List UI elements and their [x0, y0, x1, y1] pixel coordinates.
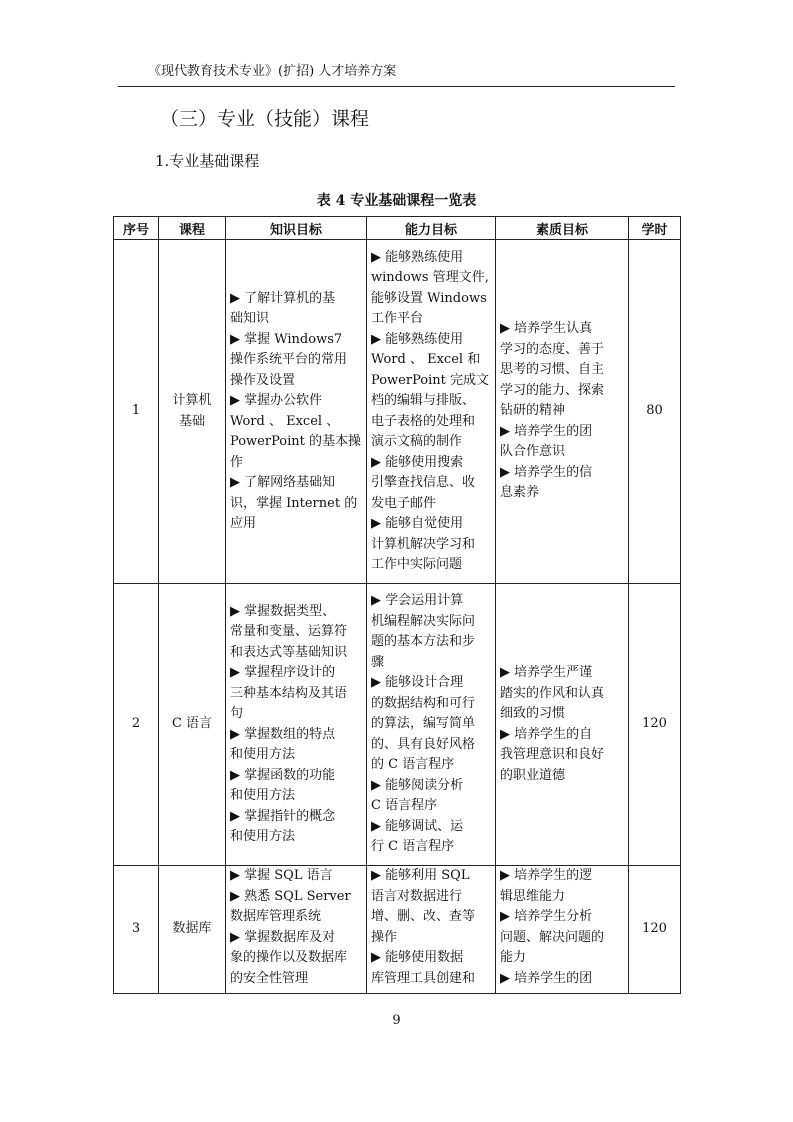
cell-ability-line: ▶ 能够自觉使用	[371, 516, 464, 531]
cell-quality	[496, 240, 629, 584]
table-row	[114, 584, 681, 866]
cell-ability-line: 的、具有良好风格	[371, 736, 476, 752]
cell-knowledge-line: 句	[230, 706, 244, 721]
cell-ability-line: windows 管理文件,	[371, 270, 489, 285]
cell-knowledge-line: 识，掌握 Internet 的	[230, 495, 358, 511]
cell-quality-line: 的职业道德	[500, 767, 566, 783]
cell-knowledge-line: ▶ 了解计算机的基	[230, 290, 336, 306]
cell-quality-line: 辑思维能力	[500, 888, 566, 904]
cell-ability-line: 档的编辑与排版、	[371, 393, 476, 408]
cell-ability-line: ▶ 能够熟练使用	[371, 249, 464, 265]
cell-knowledge	[226, 584, 367, 866]
cell-knowledge	[226, 866, 367, 994]
cell-knowledge-line: 和使用方法	[230, 747, 296, 762]
cell-knowledge-line: 作	[230, 454, 244, 470]
cell-knowledge-line: 数据库管理系统	[230, 909, 322, 924]
cell-ability-line: ▶ 能够使用数据	[371, 950, 464, 965]
cell-ability-line: 骤	[371, 654, 385, 670]
column-header-no: 序号	[114, 217, 159, 240]
cell-course	[159, 584, 226, 866]
cell-ability-line: ▶ 能够使用搜索	[371, 454, 464, 470]
document-header: 《现代教育技术专业》(扩招) 人才培养方案	[148, 64, 397, 79]
column-header-knowledge: 知识目标	[226, 217, 367, 240]
cell-knowledge-line: 常量和变量、运算符	[230, 624, 348, 639]
cell-quality-line: 我管理意识和良好	[500, 747, 605, 762]
cell-ability-line: ▶ 能够设计合理	[371, 675, 464, 691]
cell-quality-line: 钻研的精神	[500, 403, 566, 419]
cell-course-line: 计算机	[172, 393, 212, 408]
cell-quality-line: 细致的习惯	[500, 706, 566, 721]
cell-knowledge-line: ▶ 掌握办公软件	[230, 393, 323, 408]
cell-knowledge-line: ▶ 掌握 Windows7	[230, 331, 343, 347]
cell-quality-line: 学习的能力、探索	[500, 382, 605, 398]
cell-course	[159, 866, 226, 994]
cell-quality-line: ▶ 培养学生的逻	[500, 868, 593, 883]
cell-knowledge-line: ▶ 掌握函数的功能	[230, 767, 336, 783]
cell-hours: 80	[629, 240, 681, 584]
cell-no: 2	[114, 584, 159, 866]
cell-ability	[367, 866, 496, 994]
header-rule	[118, 86, 675, 87]
cell-ability-line: 机编程解决实际问	[371, 613, 476, 629]
column-header-ability: 能力目标	[367, 217, 496, 240]
cell-knowledge-line: ▶ 熟悉 SQL Server	[230, 888, 351, 904]
cell-no: 3	[114, 866, 159, 994]
cell-quality-line: ▶ 培养学生的团	[500, 970, 593, 986]
cell-quality-line: 息素养	[500, 485, 540, 501]
cell-ability-line: 的数据结构和可行	[371, 695, 476, 711]
cell-ability-line: ▶ 能够阅读分析	[371, 777, 464, 793]
cell-quality-line: ▶ 培养学生的信	[500, 464, 593, 480]
cell-ability-line: 库管理工具创建和	[371, 970, 476, 986]
cell-ability-line: ▶ 学会运用计算	[371, 593, 464, 609]
column-header-hours: 学时	[629, 217, 681, 240]
cell-quality-line: 学习的态度、善于	[500, 341, 605, 357]
cell-ability-line: ▶ 能够熟练使用	[371, 331, 464, 347]
cell-ability-line: 引擎查找信息、收	[371, 475, 476, 490]
cell-knowledge-line: ▶ 掌握数据库及对	[230, 929, 336, 945]
cell-knowledge-line: PowerPoint 的基本操	[230, 434, 362, 449]
column-header-course: 课程	[159, 217, 226, 240]
cell-ability-line: 语言对数据进行	[371, 888, 463, 904]
cell-knowledge-line: 和使用方法	[230, 829, 296, 844]
cell-ability-line: 题的基本方法和步	[371, 634, 476, 650]
cell-knowledge-line: 操作系统平台的常用	[230, 352, 348, 367]
cell-course-line: C 语言	[171, 716, 213, 732]
cell-knowledge-line: ▶ 掌握指针的概念	[230, 808, 336, 824]
cell-ability-line: 行 C 语言程序	[371, 839, 455, 855]
cell-knowledge-line: ▶ 掌握数据类型、	[230, 603, 336, 619]
cell-ability	[367, 584, 496, 866]
cell-ability-line: 演示文稿的制作	[371, 434, 463, 449]
cell-knowledge-line: 三种基本结构及其语	[230, 685, 348, 701]
cell-quality-line: ▶ 培养学生严谨	[500, 665, 593, 680]
cell-knowledge-content	[230, 866, 362, 990]
cell-knowledge-line: 的安全性管理	[230, 970, 309, 986]
cell-quality-line: 踏实的作风和认真	[500, 685, 605, 701]
cell-knowledge-line: 和使用方法	[230, 788, 296, 803]
course-table	[113, 216, 681, 994]
cell-knowledge-line: Word 、 Excel 、	[230, 413, 340, 429]
cell-ability-line: ▶ 能够调试、运	[371, 818, 464, 834]
cell-quality-line: 思考的习惯、自主	[500, 362, 605, 378]
cell-quality-line: ▶ 培养学生认真	[500, 321, 593, 337]
cell-quality-line: 能力	[500, 950, 527, 965]
cell-knowledge-line: ▶ 掌握程序设计的	[230, 665, 336, 680]
cell-course-line: 数据库	[172, 921, 212, 937]
cell-knowledge-line: 础知识	[230, 311, 270, 326]
cell-quality-content	[500, 866, 624, 990]
cell-knowledge-line: ▶ 掌握数组的特点	[230, 726, 336, 742]
cell-ability-line: ▶ 能够利用 SQL	[371, 868, 470, 883]
cell-ability-content	[371, 866, 491, 990]
cell-knowledge-line: ▶ 了解网络基础知	[230, 475, 336, 490]
cell-quality	[496, 584, 629, 866]
cell-knowledge-line: 象的操作以及数据库	[230, 950, 348, 965]
cell-ability-line: C 语言程序	[371, 798, 438, 814]
cell-quality-line: 问题、解决问题的	[500, 929, 605, 945]
cell-ability-line: 的 C 语言程序	[371, 757, 455, 773]
cell-ability-line: 工作平台	[371, 311, 424, 326]
table-caption: 表 4 专业基础课程一览表	[316, 193, 477, 209]
cell-quality-line: ▶ 培养学生分析	[500, 909, 593, 924]
cell-ability-line: 电子表格的处理和	[371, 413, 476, 429]
cell-hours: 120	[629, 866, 681, 994]
cell-ability-line: Word 、 Excel 和	[371, 352, 481, 367]
cell-knowledge-line: ▶ 掌握 SQL 语言	[230, 868, 333, 883]
cell-quality	[496, 866, 629, 994]
cell-ability-line: 发电子邮件	[371, 495, 437, 511]
cell-quality-line: ▶ 培养学生的自	[500, 726, 593, 742]
column-header-quality: 素质目标	[496, 217, 629, 240]
cell-knowledge-line: 应用	[230, 516, 257, 531]
cell-ability-line: 操作	[371, 929, 398, 945]
cell-ability-line: PowerPoint 完成文	[371, 372, 490, 388]
cell-knowledge-line: 操作及设置	[230, 372, 296, 388]
cell-quality-line: ▶ 培养学生的团	[500, 423, 593, 439]
cell-hours: 120	[629, 584, 681, 866]
table-row	[114, 866, 681, 994]
table-header-row	[114, 217, 681, 240]
table-row	[114, 240, 681, 584]
page-number: 9	[392, 1013, 401, 1028]
cell-knowledge	[226, 240, 367, 584]
cell-ability-line: 能够设置 Windows	[371, 290, 487, 306]
cell-no: 1	[114, 240, 159, 584]
cell-ability-line: 的算法，编写简单	[371, 716, 476, 732]
cell-ability	[367, 240, 496, 584]
cell-ability-line: 增、删、改、查等	[371, 909, 476, 924]
cell-quality-line: 队合作意识	[500, 444, 566, 460]
cell-ability-line: 计算机解决学习和	[371, 536, 476, 552]
cell-course-line: 基础	[178, 413, 205, 429]
cell-ability-line: 工作中实际问题	[371, 557, 463, 572]
subsection-title: 1.专业基础课程	[155, 152, 260, 170]
section-title: （三）专业（技能）课程	[160, 108, 370, 130]
cell-course	[159, 240, 226, 584]
cell-knowledge-line: 和表达式等基础知识	[230, 644, 348, 660]
